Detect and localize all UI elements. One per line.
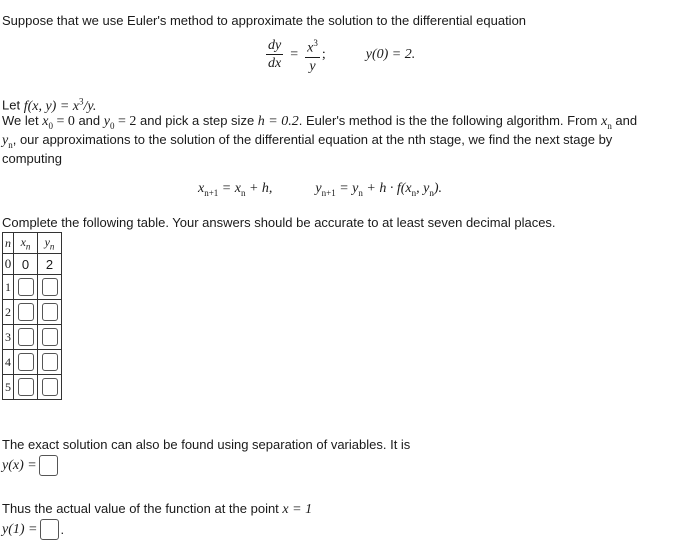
x5-cell: [14, 375, 38, 400]
y0: y: [103, 114, 110, 129]
f-definition: f(x, y) = x: [23, 98, 79, 114]
y-tail-sub-1: n: [411, 187, 417, 198]
y-tail-sub-2: n: [429, 187, 434, 198]
table-row: [3, 275, 62, 300]
exponent: 3: [313, 38, 318, 48]
para-p5: and: [611, 113, 638, 128]
value-lhs: y(1) =: [2, 521, 38, 537]
dx: dx: [268, 56, 282, 72]
instructions-text: Complete the following table. Your answers should be accurate to at least seven decimal places.: [2, 215, 556, 230]
y: y: [309, 58, 316, 74]
table-row: [3, 254, 62, 275]
x2-cell: [14, 300, 38, 325]
x0-sub: 0: [48, 120, 53, 131]
y-next: y: [315, 181, 322, 196]
value-at-point-text: [2, 499, 312, 519]
period: .: [60, 522, 65, 537]
table-row: [3, 350, 62, 375]
y3-cell: [38, 325, 62, 350]
y-next-sub: n+1: [321, 187, 336, 198]
exact-solution-row: [2, 455, 58, 476]
x1-input[interactable]: [18, 278, 34, 296]
y5-input[interactable]: [42, 378, 58, 396]
y-rhs: = y: [335, 181, 359, 196]
x3-input[interactable]: [18, 328, 34, 346]
y-tail-3: ).: [433, 181, 442, 196]
euler-table: [2, 232, 62, 400]
intro-text: Suppose that we use Euler's method to approximate the solution to the differential equation: [2, 13, 527, 28]
row-label: 1: [3, 275, 14, 300]
equals-sign: =: [290, 46, 299, 62]
differential-equation: [264, 36, 415, 74]
x-rhs: = x: [218, 181, 241, 196]
let-label: Let: [2, 97, 24, 113]
x4-cell: [14, 350, 38, 375]
y5-cell: [38, 375, 62, 400]
para-p1: We let: [2, 113, 43, 128]
y3-input[interactable]: [42, 328, 58, 346]
x0-value: = 0: [52, 114, 75, 129]
y-rhs-sub: n: [358, 187, 363, 198]
x4-input[interactable]: [18, 353, 34, 371]
y-tail-1: + h · f(x: [362, 181, 412, 196]
y4-cell: [38, 350, 62, 375]
x-next-sub: n+1: [204, 187, 219, 198]
dy-dx-fraction: [266, 38, 283, 71]
row-label: 4: [3, 350, 14, 375]
exact-solution-input[interactable]: [39, 455, 58, 476]
x-next: x: [198, 181, 205, 196]
xn: x: [601, 114, 608, 129]
y2-input[interactable]: [42, 303, 58, 321]
header-x: $x_n$: [14, 233, 38, 254]
dy: dy: [268, 38, 282, 54]
y1-input[interactable]: [42, 278, 58, 296]
row-label: 5: [3, 375, 14, 400]
paragraph-line-2: [2, 130, 612, 155]
table-row: [3, 375, 62, 400]
x1-cell: [14, 275, 38, 300]
yn: y: [2, 133, 9, 148]
x: x: [307, 40, 314, 56]
y-tail-2: , y: [416, 181, 430, 196]
para-p3: and pick a step size: [136, 113, 258, 128]
exact-lhs: y(x) =: [2, 457, 37, 473]
y4-input[interactable]: [42, 353, 58, 371]
para-p6: , our approximations to the solution of the differential equation at the nth stage, we find the next stage by: [12, 132, 613, 147]
x3-cell: [14, 325, 38, 350]
step-size: h = 0.2: [257, 114, 299, 129]
y2-cell: [38, 300, 62, 325]
y0-sub: 0: [109, 120, 115, 131]
table-header-row: [3, 233, 62, 254]
table-row: [3, 300, 62, 325]
y0-cell: 2: [38, 254, 62, 275]
header-y: $y_n$: [38, 233, 62, 254]
value-at-row: [2, 519, 64, 540]
x0-cell: 0: [14, 254, 38, 275]
euler-algorithm: [198, 181, 442, 198]
initial-condition: y(0) = 2.: [365, 46, 416, 62]
point-x: x = 1: [282, 502, 313, 517]
x0: x: [42, 114, 49, 129]
f-exponent: 3: [79, 96, 84, 106]
exact-solution-text: The exact solution can also be found using separation of variables. It is: [2, 437, 411, 452]
header-n: n: [3, 233, 14, 254]
row-label: 3: [3, 325, 14, 350]
para-p2: and: [74, 113, 104, 128]
xn-sub: n: [607, 120, 612, 131]
y0-value: = 2: [114, 114, 137, 129]
f-tail: /y.: [83, 98, 97, 114]
semicolon: ;: [321, 46, 326, 62]
paragraph-line-3: computing: [2, 151, 62, 166]
yn-sub: n: [8, 139, 13, 150]
x-tail: + h,: [245, 181, 273, 196]
x-rhs-sub: n: [240, 187, 246, 198]
value-at-1-input[interactable]: [40, 519, 59, 540]
value-at-text: Thus the actual value of the function at the point: [2, 501, 283, 516]
y1-cell: [38, 275, 62, 300]
x3-over-y-fraction: [305, 36, 320, 74]
row-label: 2: [3, 300, 14, 325]
row-label: 0: [3, 254, 14, 275]
table-row: [3, 325, 62, 350]
para-p4: . Euler's method is the the following algorithm. From: [298, 113, 602, 128]
x2-input[interactable]: [18, 303, 34, 321]
x5-input[interactable]: [18, 378, 34, 396]
